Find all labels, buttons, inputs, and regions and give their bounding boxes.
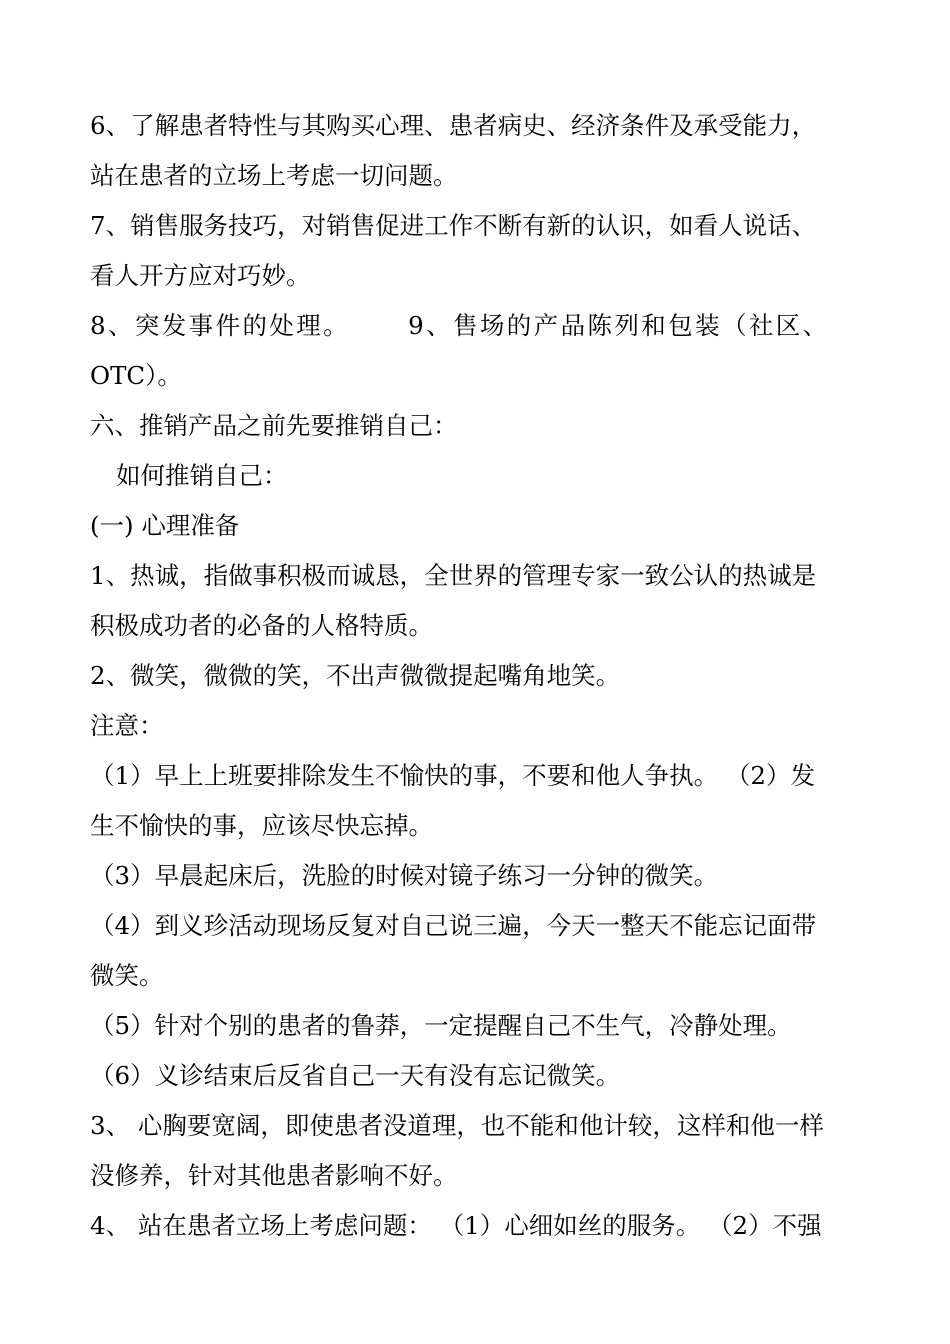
text-line-22: 没修养，针对其他患者影响不好。 [90, 1161, 458, 1190]
text-line-11: 积极成功者的必备的人格特质。 [90, 611, 433, 640]
text-line-21: 3、 心胸要宽阔，即使患者没道理，也不能和他计较，这样和他一样 [90, 1111, 824, 1140]
text-line-4: 看人开方应对巧妙。 [90, 261, 311, 290]
note-label: 注意： [90, 711, 164, 740]
text-line-5 [90, 311, 830, 341]
text-line-10: 1、热诚，指做事积极而诚恳，全世界的管理专家一致公认的热诚是 [90, 561, 817, 590]
item-8-text: 8、突发事件的处理。 [90, 311, 351, 340]
text-line-12: 2、微笑，微微的笑，不出声微微提起嘴角地笑。 [90, 661, 621, 690]
item-9-text: 9、售场的产品陈列和包装（社区、 [408, 311, 830, 340]
text-line-1: 6、了解患者特性与其购买心理、患者病史、经济条件及承受能力， [90, 111, 817, 140]
text-line-18: 微笑。 [90, 961, 164, 990]
section-heading: 六、推销产品之前先要推销自己： [90, 411, 458, 440]
text-line-15: 生不愉快的事，应该尽快忘掉。 [90, 811, 433, 840]
subsection-title: (一) 心理准备 [90, 511, 240, 540]
text-line-16: （3）早晨起床后，洗脸的时候对镜子练习一分钟的微笑。 [90, 861, 719, 890]
text-line-14: （1）早上上班要排除发生不愉快的事，不要和他人争执。 （2）发 [90, 761, 815, 790]
text-line-19: （5）针对个别的患者的鲁莽，一定提醒自己不生气，冷静处理。 [90, 1011, 792, 1040]
text-line-6: OTC）。 [90, 361, 182, 390]
text-line-3: 7、销售服务技巧，对销售促进工作不断有新的认识，如看人说话、 [90, 211, 817, 240]
text-line-20: （6）义诊结束后反省自己一天有没有忘记微笑。 [90, 1061, 621, 1090]
subheading: 如何推销自己： [116, 461, 288, 490]
text-line-2: 站在患者的立场上考虑一切问题。 [90, 161, 458, 190]
text-line-17: （4）到义珍活动现场反复对自己说三遍，今天一整天不能忘记面带 [90, 911, 817, 940]
text-line-23: 4、 站在患者立场上考虑问题： （1）心细如丝的服务。 （2）不强 [90, 1211, 822, 1240]
